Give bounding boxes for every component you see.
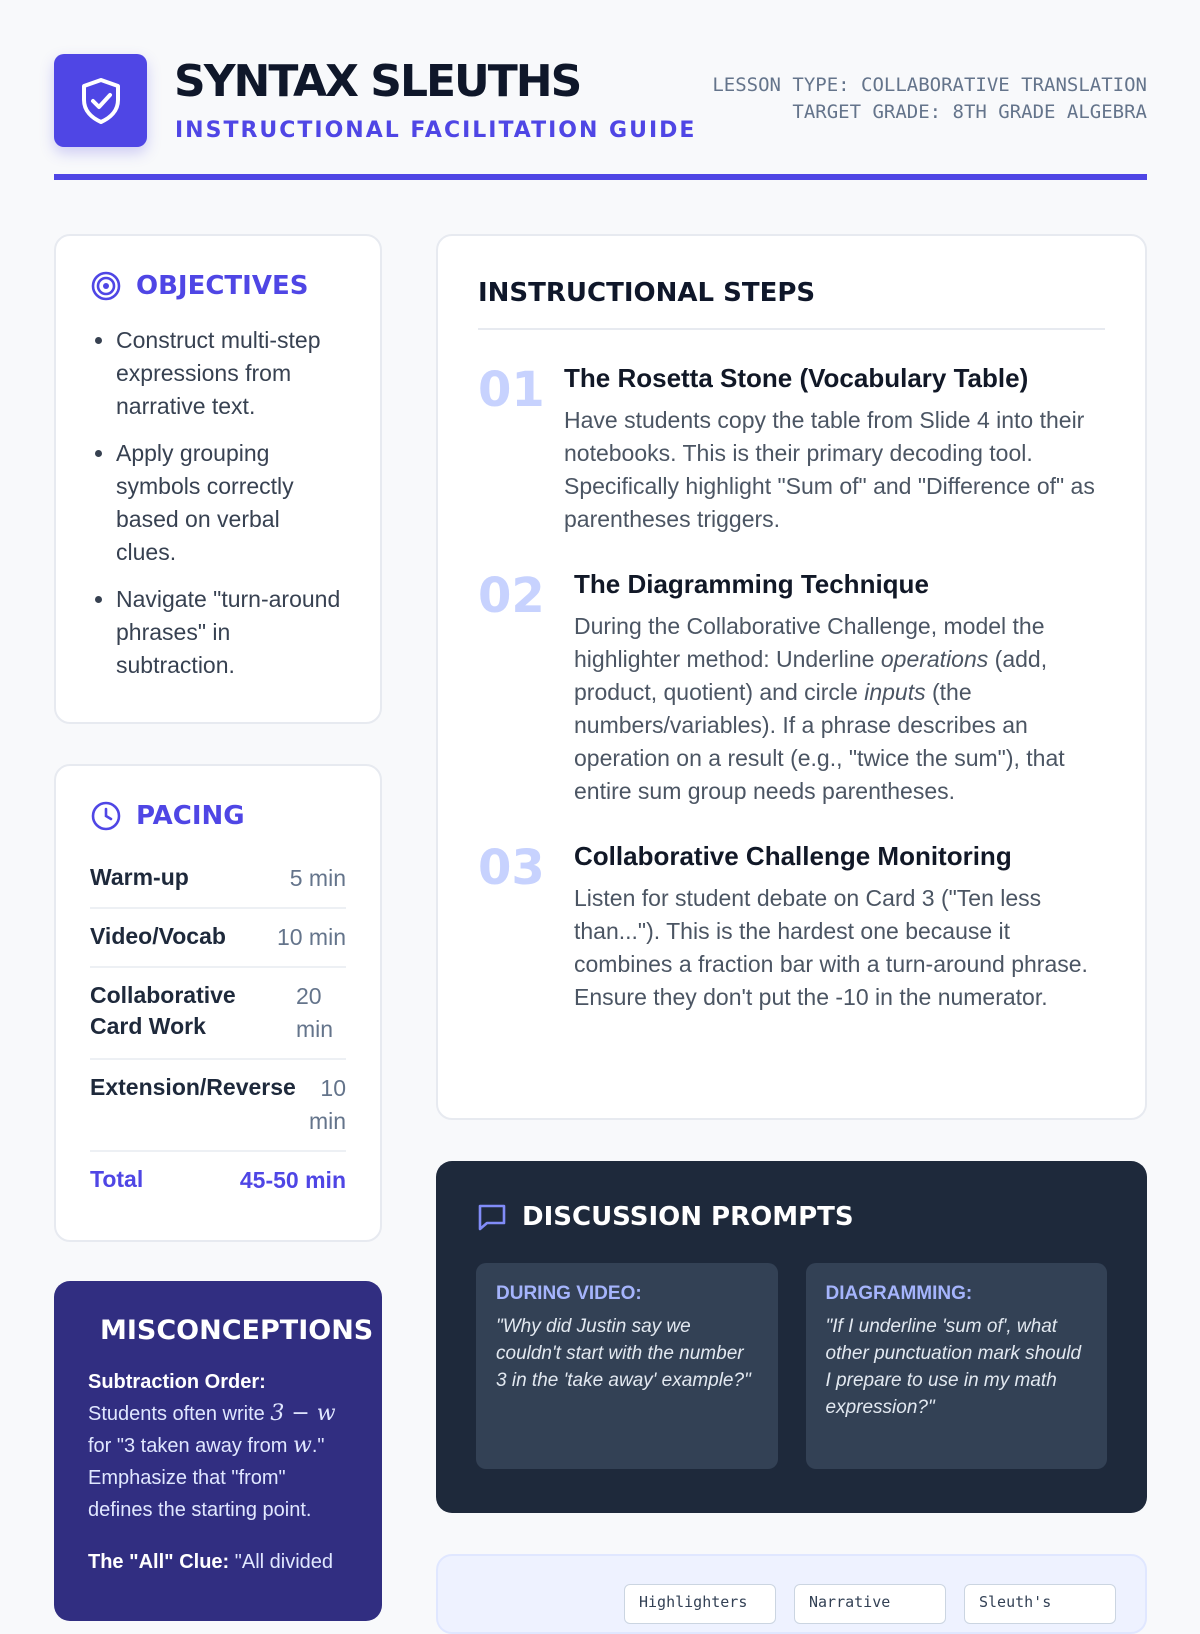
chat-bubble-icon <box>476 1201 508 1233</box>
misconception-item <box>88 1366 348 1526</box>
steps-title: INSTRUCTIONAL STEPS <box>478 278 1105 330</box>
misconception-text: ." Emphasize that "from" defines the starting point. <box>88 1435 325 1521</box>
pacing-duration: 10 min <box>308 1075 346 1134</box>
step-title: The Diagramming Technique <box>574 569 929 599</box>
pacing-duration: 10 min <box>276 924 346 950</box>
step-emphasis: operations <box>880 646 989 672</box>
list-item: • Construct multi-step expressions from narrative text. <box>116 324 346 423</box>
pacing-table <box>90 850 346 1209</box>
table-row <box>90 850 346 909</box>
pacing-activity: Video/Vocab <box>90 923 226 949</box>
misconception-item <box>88 1546 348 1578</box>
table-row <box>90 1060 346 1152</box>
misconceptions-title: MISCONCEPTIONS <box>100 1315 374 1346</box>
step-text: (add, product, quotient) and circle <box>574 646 1048 705</box>
misconception-label: The "All" Clue: <box>88 1551 230 1573</box>
step-item <box>478 362 1105 536</box>
pacing-activity: Warm-up <box>90 864 189 890</box>
step-title: Collaborative Challenge Monitoring <box>574 841 1012 871</box>
step-description: Listen for student debate on Card 3 ("Ten less than..."). This is the hardest one because it combines a fraction bar with a turn-around phrase. Ensure they don't put the -10 in the numerator. <box>574 885 1088 1010</box>
step-number: 01 <box>478 362 545 418</box>
pacing-total-row <box>90 1152 346 1209</box>
discussion-prompts-card <box>436 1161 1147 1513</box>
prompt-list <box>476 1263 1107 1469</box>
prompt-card <box>476 1263 778 1469</box>
misconception-text: "All divided <box>234 1551 334 1573</box>
page-subtitle: INSTRUCTIONAL FACILITATION GUIDE <box>175 118 697 143</box>
step-item <box>478 840 1105 1014</box>
lesson-meta <box>712 72 1147 126</box>
pacing-activity: Extension/Reverse <box>90 1074 296 1100</box>
objectives-heading <box>90 270 346 302</box>
prompt-label: DIAGRAMMING: <box>825 1283 973 1304</box>
step-text: (the numbers/variables). If a phrase describes an operation on a result (e.g., "twice the sum"), that entire sum group needs parentheses. <box>574 679 1065 804</box>
math-variable: w <box>292 1433 312 1458</box>
list-item: • Navigate "turn-around phrases" in subtraction. <box>116 583 346 682</box>
logo <box>54 54 147 147</box>
prompt-text: "If I underline 'sum of', what other punctuation mark should I prepare to use in my math expression?" <box>825 1316 1082 1418</box>
misconceptions-card <box>54 1281 382 1621</box>
math-expression: 3 − w <box>270 1401 336 1426</box>
objectives-list <box>90 324 346 682</box>
step-description <box>574 610 1105 808</box>
prompt-label: DURING VIDEO: <box>496 1283 642 1304</box>
material-tag: Highlighters <box>624 1584 776 1624</box>
target-icon <box>90 270 122 302</box>
prompt-text: "Why did Justin say we couldn't start with the number 3 in the 'take away' example?" <box>496 1316 751 1391</box>
table-row <box>90 968 346 1060</box>
table-row <box>90 909 346 968</box>
pacing-duration: 20 min <box>296 983 334 1042</box>
discussion-heading <box>476 1201 1107 1233</box>
objectives-card <box>54 234 382 724</box>
step-description: Have students copy the table from Slide 4 into their notebooks. This is their primary decoding tool. Specifically highlight "Sum of" and "Difference of" as parentheses triggers. <box>564 407 1095 532</box>
list-item: • Apply grouping symbols correctly based on verbal clues. <box>116 437 346 569</box>
discussion-title: DISCUSSION PROMPTS <box>522 1202 854 1232</box>
material-tag: Sleuth's <box>964 1584 1116 1624</box>
step-number: 02 <box>478 568 545 624</box>
pacing-duration: 5 min <box>289 865 346 891</box>
misconception-text: for "3 taken away from <box>88 1435 288 1457</box>
step-text: During the Collaborative Challenge, model the highlighter method: Underline <box>574 613 1045 672</box>
header <box>54 54 1147 180</box>
pacing-title: PACING <box>136 801 245 831</box>
instructional-steps-card <box>436 234 1147 1120</box>
step-title: The Rosetta Stone (Vocabulary Table) <box>564 363 1029 393</box>
step-number: 03 <box>478 840 545 896</box>
material-tag: Narrative <box>794 1584 946 1624</box>
clock-icon <box>90 800 122 832</box>
page-title: SYNTAX SLEUTHS <box>174 56 581 107</box>
pacing-total-label: Total <box>90 1166 144 1192</box>
step-item <box>478 568 1105 808</box>
pacing-card <box>54 764 382 1242</box>
prompt-card <box>806 1263 1108 1469</box>
pacing-heading <box>90 800 346 832</box>
misconception-label: Subtraction Order: <box>88 1371 266 1393</box>
objectives-title: OBJECTIVES <box>136 271 309 301</box>
pacing-activity: Collaborative Card Work <box>90 982 236 1039</box>
shield-check-icon <box>79 77 123 125</box>
lesson-type: LESSON TYPE: COLLABORATIVE TRANSLATION <box>712 74 1147 96</box>
step-emphasis: inputs <box>864 679 926 705</box>
misconception-text: Students often write <box>88 1403 265 1425</box>
target-grade: TARGET GRADE: 8TH GRADE ALGEBRA <box>792 101 1147 123</box>
pacing-total-value: 45-50 min <box>239 1167 346 1193</box>
materials-card <box>436 1554 1147 1634</box>
